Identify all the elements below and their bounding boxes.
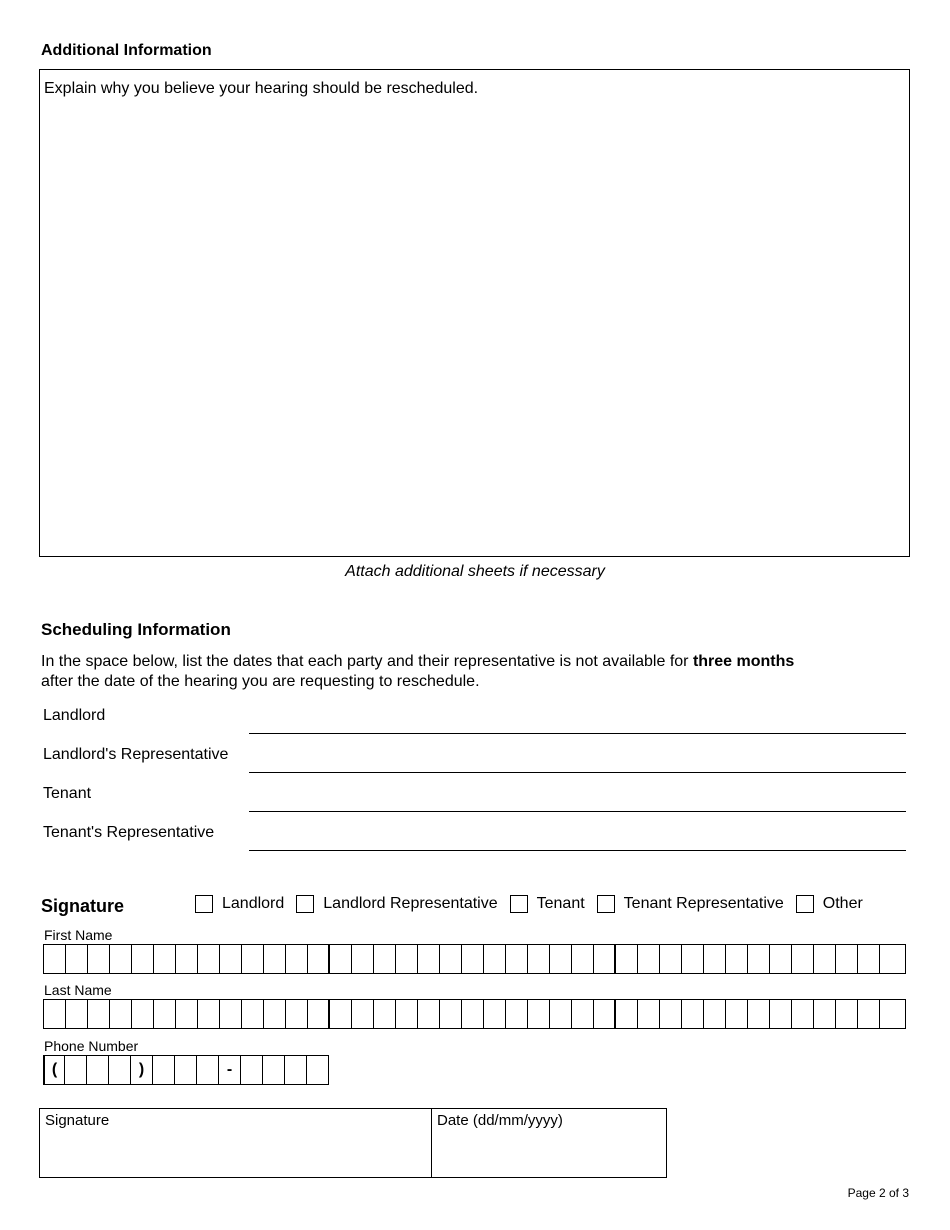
char-box[interactable] — [572, 945, 594, 973]
role-checkbox-row — [195, 895, 863, 913]
char-box[interactable] — [242, 1000, 264, 1028]
char-box[interactable] — [594, 945, 616, 973]
role-landlord[interactable] — [195, 895, 284, 913]
char-box[interactable] — [858, 1000, 880, 1028]
attach-sheets-caption: Attach additional sheets if necessary — [345, 563, 605, 580]
phone-digit-box[interactable] — [65, 1055, 87, 1085]
char-box[interactable] — [44, 1000, 66, 1028]
party-label-landlord-rep: Landlord's Representative — [43, 746, 229, 763]
additional-info-title: Additional Information — [41, 42, 212, 59]
role-tenant-rep[interactable] — [597, 895, 784, 913]
char-box[interactable] — [308, 1000, 330, 1028]
char-box[interactable] — [198, 945, 220, 973]
char-box[interactable] — [330, 1000, 352, 1028]
phone-digit-box[interactable] — [175, 1055, 197, 1085]
char-box[interactable] — [176, 1000, 198, 1028]
char-box[interactable] — [550, 1000, 572, 1028]
phone-dash: - — [219, 1055, 241, 1085]
char-box[interactable] — [264, 1000, 286, 1028]
char-box[interactable] — [704, 945, 726, 973]
phone-close-paren: ) — [131, 1055, 153, 1085]
scheduling-intro — [41, 652, 911, 692]
char-box[interactable] — [374, 945, 396, 973]
signature-date-table — [39, 1108, 667, 1178]
char-box[interactable] — [220, 1000, 242, 1028]
char-box[interactable] — [286, 945, 308, 973]
date-field[interactable] — [432, 1109, 666, 1177]
role-landlord-rep[interactable] — [296, 895, 497, 913]
char-box[interactable] — [132, 945, 154, 973]
char-box[interactable] — [572, 1000, 594, 1028]
char-box[interactable] — [660, 1000, 682, 1028]
char-box[interactable] — [176, 945, 198, 973]
char-box[interactable] — [594, 1000, 616, 1028]
phone-label: Phone Number — [44, 1038, 139, 1054]
char-box[interactable] — [198, 1000, 220, 1028]
char-box[interactable] — [440, 945, 462, 973]
char-box[interactable] — [396, 945, 418, 973]
char-box[interactable] — [154, 1000, 176, 1028]
party-label-landlord: Landlord — [43, 707, 106, 724]
char-box[interactable] — [726, 1000, 748, 1028]
char-box[interactable] — [374, 1000, 396, 1028]
explanation-prompt: Explain why you believe your hearing should be rescheduled. — [44, 80, 479, 97]
char-box[interactable] — [418, 1000, 440, 1028]
char-box[interactable] — [880, 945, 902, 973]
char-box[interactable] — [484, 1000, 506, 1028]
char-box[interactable] — [814, 1000, 836, 1028]
char-box[interactable] — [550, 945, 572, 973]
char-box[interactable] — [770, 1000, 792, 1028]
first-name-label: First Name — [44, 927, 113, 943]
intro-text-1: In the space below, list the dates that each party and their representative is not available for — [41, 653, 693, 670]
signature-label: Signature — [45, 1112, 110, 1129]
phone-digit-box[interactable] — [109, 1055, 131, 1085]
date-label: Date (dd/mm/yyyy) — [437, 1112, 563, 1129]
role-label: Other — [822, 895, 863, 912]
char-box[interactable] — [88, 1000, 110, 1028]
intro-text-2: after the date of the hearing you are requesting to reschedule. — [41, 673, 480, 690]
role-label: Landlord — [222, 895, 285, 912]
landlord-rep-dates-field[interactable] — [249, 772, 906, 773]
scheduling-info-title: Scheduling Information — [41, 620, 231, 639]
char-box[interactable] — [704, 1000, 726, 1028]
char-box[interactable] — [836, 1000, 858, 1028]
signature-section-title: Signature — [41, 896, 125, 916]
phone-digit-box[interactable] — [241, 1055, 263, 1085]
char-box[interactable] — [770, 945, 792, 973]
checkbox-landlord-rep[interactable] — [296, 895, 314, 913]
char-box[interactable] — [242, 945, 264, 973]
char-box[interactable] — [110, 945, 132, 973]
char-box[interactable] — [682, 945, 704, 973]
phone-digit-box[interactable] — [307, 1055, 329, 1085]
char-box[interactable] — [638, 945, 660, 973]
char-box[interactable] — [528, 945, 550, 973]
checkbox-tenant[interactable] — [510, 895, 528, 913]
char-box[interactable] — [792, 1000, 814, 1028]
char-box[interactable] — [264, 945, 286, 973]
tenant-rep-dates-field[interactable] — [249, 850, 906, 851]
char-box[interactable] — [616, 1000, 638, 1028]
char-box[interactable] — [484, 945, 506, 973]
char-box[interactable] — [880, 1000, 902, 1028]
role-tenant[interactable] — [510, 895, 585, 913]
char-box[interactable] — [88, 945, 110, 973]
char-box[interactable] — [682, 1000, 704, 1028]
phone-digit-box[interactable] — [153, 1055, 175, 1085]
char-box[interactable] — [154, 945, 176, 973]
last-name-input[interactable] — [43, 999, 906, 1029]
signature-field[interactable] — [40, 1109, 432, 1177]
phone-input[interactable] — [43, 1055, 329, 1085]
first-name-input[interactable] — [43, 944, 906, 974]
last-name-label: Last Name — [44, 982, 112, 998]
char-box[interactable] — [462, 945, 484, 973]
char-box[interactable] — [616, 945, 638, 973]
char-box[interactable] — [330, 945, 352, 973]
role-other[interactable] — [796, 895, 863, 913]
checkbox-landlord[interactable] — [195, 895, 213, 913]
landlord-dates-field[interactable] — [249, 733, 906, 734]
phone-digit-box[interactable] — [87, 1055, 109, 1085]
char-box[interactable] — [66, 1000, 88, 1028]
char-box[interactable] — [352, 945, 374, 973]
char-box[interactable] — [638, 1000, 660, 1028]
checkbox-other[interactable] — [796, 895, 814, 913]
char-box[interactable] — [462, 1000, 484, 1028]
intro-bold: three months — [692, 653, 795, 670]
role-label: Landlord Representative — [323, 895, 498, 912]
char-box[interactable] — [660, 945, 682, 973]
char-box[interactable] — [858, 945, 880, 973]
party-label-tenant-rep: Tenant's Representative — [43, 824, 215, 841]
explanation-textarea[interactable] — [39, 69, 910, 557]
char-box[interactable] — [440, 1000, 462, 1028]
phone-digit-box[interactable] — [197, 1055, 219, 1085]
role-label: Tenant — [536, 895, 585, 912]
char-box[interactable] — [110, 1000, 132, 1028]
char-box[interactable] — [748, 945, 770, 973]
char-box[interactable] — [814, 945, 836, 973]
tenant-dates-field[interactable] — [249, 811, 906, 812]
char-box[interactable] — [836, 945, 858, 973]
char-box[interactable] — [748, 1000, 770, 1028]
char-box[interactable] — [506, 945, 528, 973]
char-box[interactable] — [66, 945, 88, 973]
char-box[interactable] — [44, 945, 66, 973]
char-box[interactable] — [726, 945, 748, 973]
char-box[interactable] — [396, 1000, 418, 1028]
char-box[interactable] — [792, 945, 814, 973]
page-number: Page 2 of 3 — [847, 1186, 909, 1200]
char-box[interactable] — [286, 1000, 308, 1028]
char-box[interactable] — [352, 1000, 374, 1028]
phone-digit-box[interactable] — [285, 1055, 307, 1085]
phone-digit-box[interactable] — [263, 1055, 285, 1085]
char-box[interactable] — [418, 945, 440, 973]
char-box[interactable] — [308, 945, 330, 973]
char-box[interactable] — [506, 1000, 528, 1028]
char-box[interactable] — [220, 945, 242, 973]
char-box[interactable] — [528, 1000, 550, 1028]
checkbox-tenant-rep[interactable] — [597, 895, 615, 913]
role-label: Tenant Representative — [623, 895, 784, 912]
char-box[interactable] — [132, 1000, 154, 1028]
phone-open-paren: ( — [43, 1055, 65, 1085]
party-label-tenant: Tenant — [43, 785, 92, 802]
